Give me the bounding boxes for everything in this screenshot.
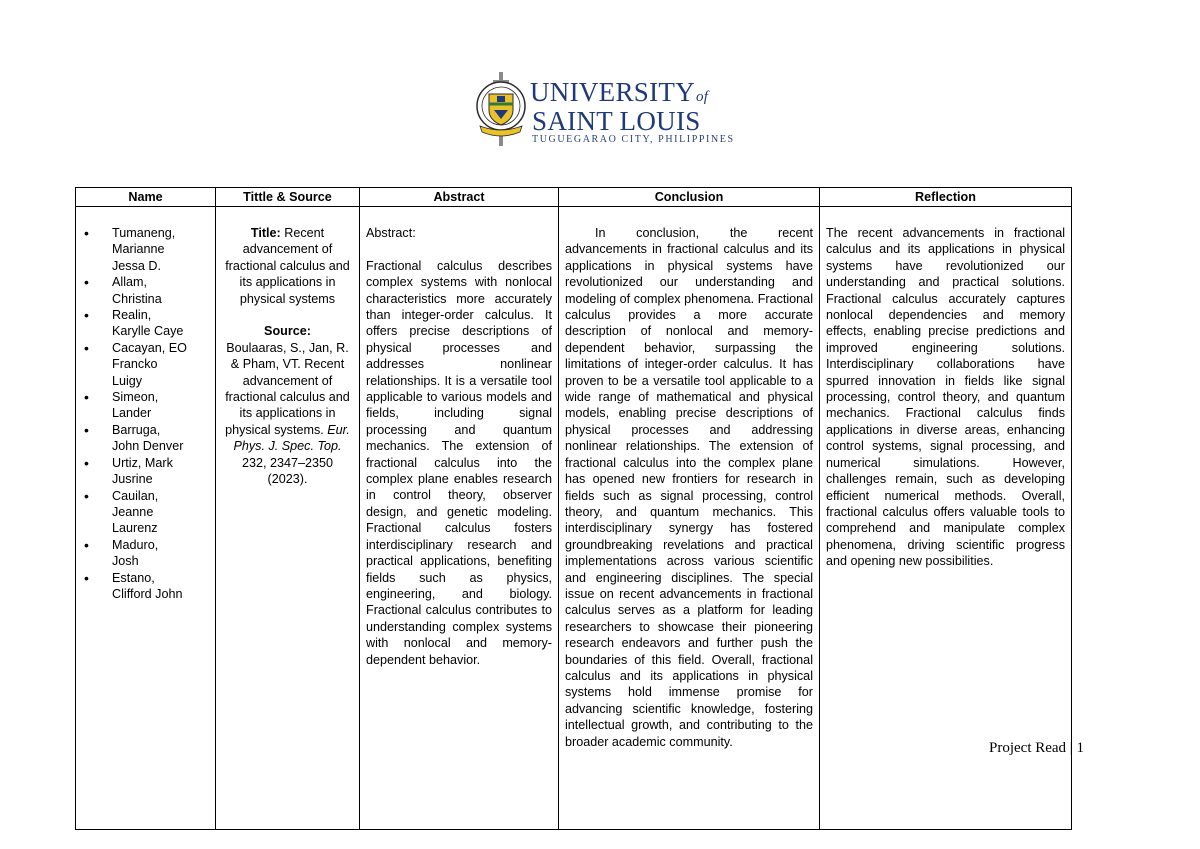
table-row <box>76 207 1072 830</box>
header-title-source: Tittle & Source <box>216 188 360 207</box>
reflection-cell <box>820 207 1072 830</box>
header-abstract: Abstract <box>360 188 559 207</box>
abstract-cell <box>360 207 559 830</box>
abstract-text: Fractional calculus describes complex systems with nonlocal characteristics more accurately than integer-order calculus. It offers precise descriptions of physical processes and addresses nonlinear relationships. It is a versatile tool applicable to various models and fields, including signal processing and quantum mechanics. The extension of fractional calculus into the complex plane enables research in control theory, observer design, and genetic modeling. Fractional calculus fosters interdisciplinary research and practical applications, benefiting fields such as physics, engineering, and biology. Fractional calculus contributes to understanding complex systems with nonlocal and memory-dependent behavior. <box>366 258 552 667</box>
source-block <box>222 340 353 488</box>
source-text: Boulaaras, S., Jan, R. & Pham, VT. Recent advancement of fractional calculus and its applications in physical systems. <box>225 340 350 437</box>
names-cell <box>76 207 216 830</box>
title-label: Title: <box>250 226 281 240</box>
list-item: • Estano, Clifford John <box>112 570 188 603</box>
list-item: • Maduro, Josh <box>112 537 188 570</box>
conclusion-text: In conclusion, the recent advancements in fractional calculus and its applications in physical systems have revolutionized our understanding and modeling of complex phenomena. Fractional calculus provides a more accurate description of nonlocal and memory-dependent behavior, surpassing the limitations of integer-order calculus. It has proven to be a versatile tool applicable to a wide range of mathematical and physical models, enabling precise descriptions of physical processes and addressing nonlinear relationships. The extension of fractional calculus into the complex plane has opened new frontiers for research in fields such as signal processing, control theory, and quantum mechanics. This interdisciplinary synergy has fostered groundbreaking revelations and practical implementations across various scientific and engineering disciplines. The special issue on recent advancements in fractional calculus serves as a platform for leading researchers to showcase their pioneering research endeavors and further push the boundaries of this field. Overall, fractional calculus and its applications in physical systems hold immense promise for advancing scientific knowledge, fostering intellectual growth, and contributing to the broader academic community. <box>565 226 813 749</box>
university-logo <box>472 72 735 148</box>
reflection-text: The recent advancements in fractional calculus and its applications in physical systems have revolutionized our understanding and practical solutions. Fractional calculus accurately captures nonlocal dependencies and memory effects, enabling precise predictions and improved engineering solutions. Interdisciplinary collaborations have spurred innovation in fields like signal processing, control theory, and quantum mechanics. Fractional calculus finds applications in diverse areas, enhancing control systems, signal processing, and numerical simulations. However, challenges remain, such as developing efficient numerical methods. Overall, fractional calculus offers valuable tools to comprehend and manipulate complex phenomena, driving scientific progress and opening new possibilities. <box>826 226 1065 569</box>
list-item: • Urtiz, Mark Jusrine <box>112 455 188 488</box>
table-header-row <box>76 188 1072 207</box>
header-name: Name <box>76 188 216 207</box>
list-item: • Realin, Karylle Caye <box>112 307 188 340</box>
conclusion-cell <box>559 207 820 830</box>
list-item: • Cauilan, Jeanne Laurenz <box>112 488 188 537</box>
names-list <box>82 225 209 602</box>
title-block <box>222 225 353 307</box>
header-conclusion: Conclusion <box>559 188 820 207</box>
list-item: • Tumaneng, Marianne Jessa D. <box>112 225 188 274</box>
logo-of-text: of <box>696 89 709 105</box>
title-text: Recent advancement of fractional calculus and its applications in physical systems <box>225 226 350 306</box>
list-item: • Barruga, John Denver <box>112 422 188 455</box>
list-item: • Cacayan, EO Francko Luigy <box>112 340 188 389</box>
article-review-table <box>75 187 1072 830</box>
page-footer: Project Read | 1 <box>989 740 1085 756</box>
list-item: • Simeon, Lander <box>112 389 188 422</box>
title-source-cell <box>216 207 360 830</box>
abstract-label: Abstract: <box>366 226 416 240</box>
logo-name-text: SAINT LOUIS <box>532 106 701 136</box>
source-volume: 232 <box>241 455 263 470</box>
university-seal-icon <box>472 72 530 148</box>
list-item: • Allam, Christina <box>112 274 188 307</box>
source-label: Source: <box>264 324 311 339</box>
source-pages: , 2347–2350 (2023). <box>262 455 334 487</box>
logo-tagline: TUGUEGARAO CITY, PHILIPPINES <box>532 134 735 145</box>
source-journal: Eur. Phys. J. Spec. Top. <box>233 422 350 454</box>
logo-university-text: UNIVERSITY <box>530 77 695 107</box>
header-reflection: Reflection <box>820 188 1072 207</box>
